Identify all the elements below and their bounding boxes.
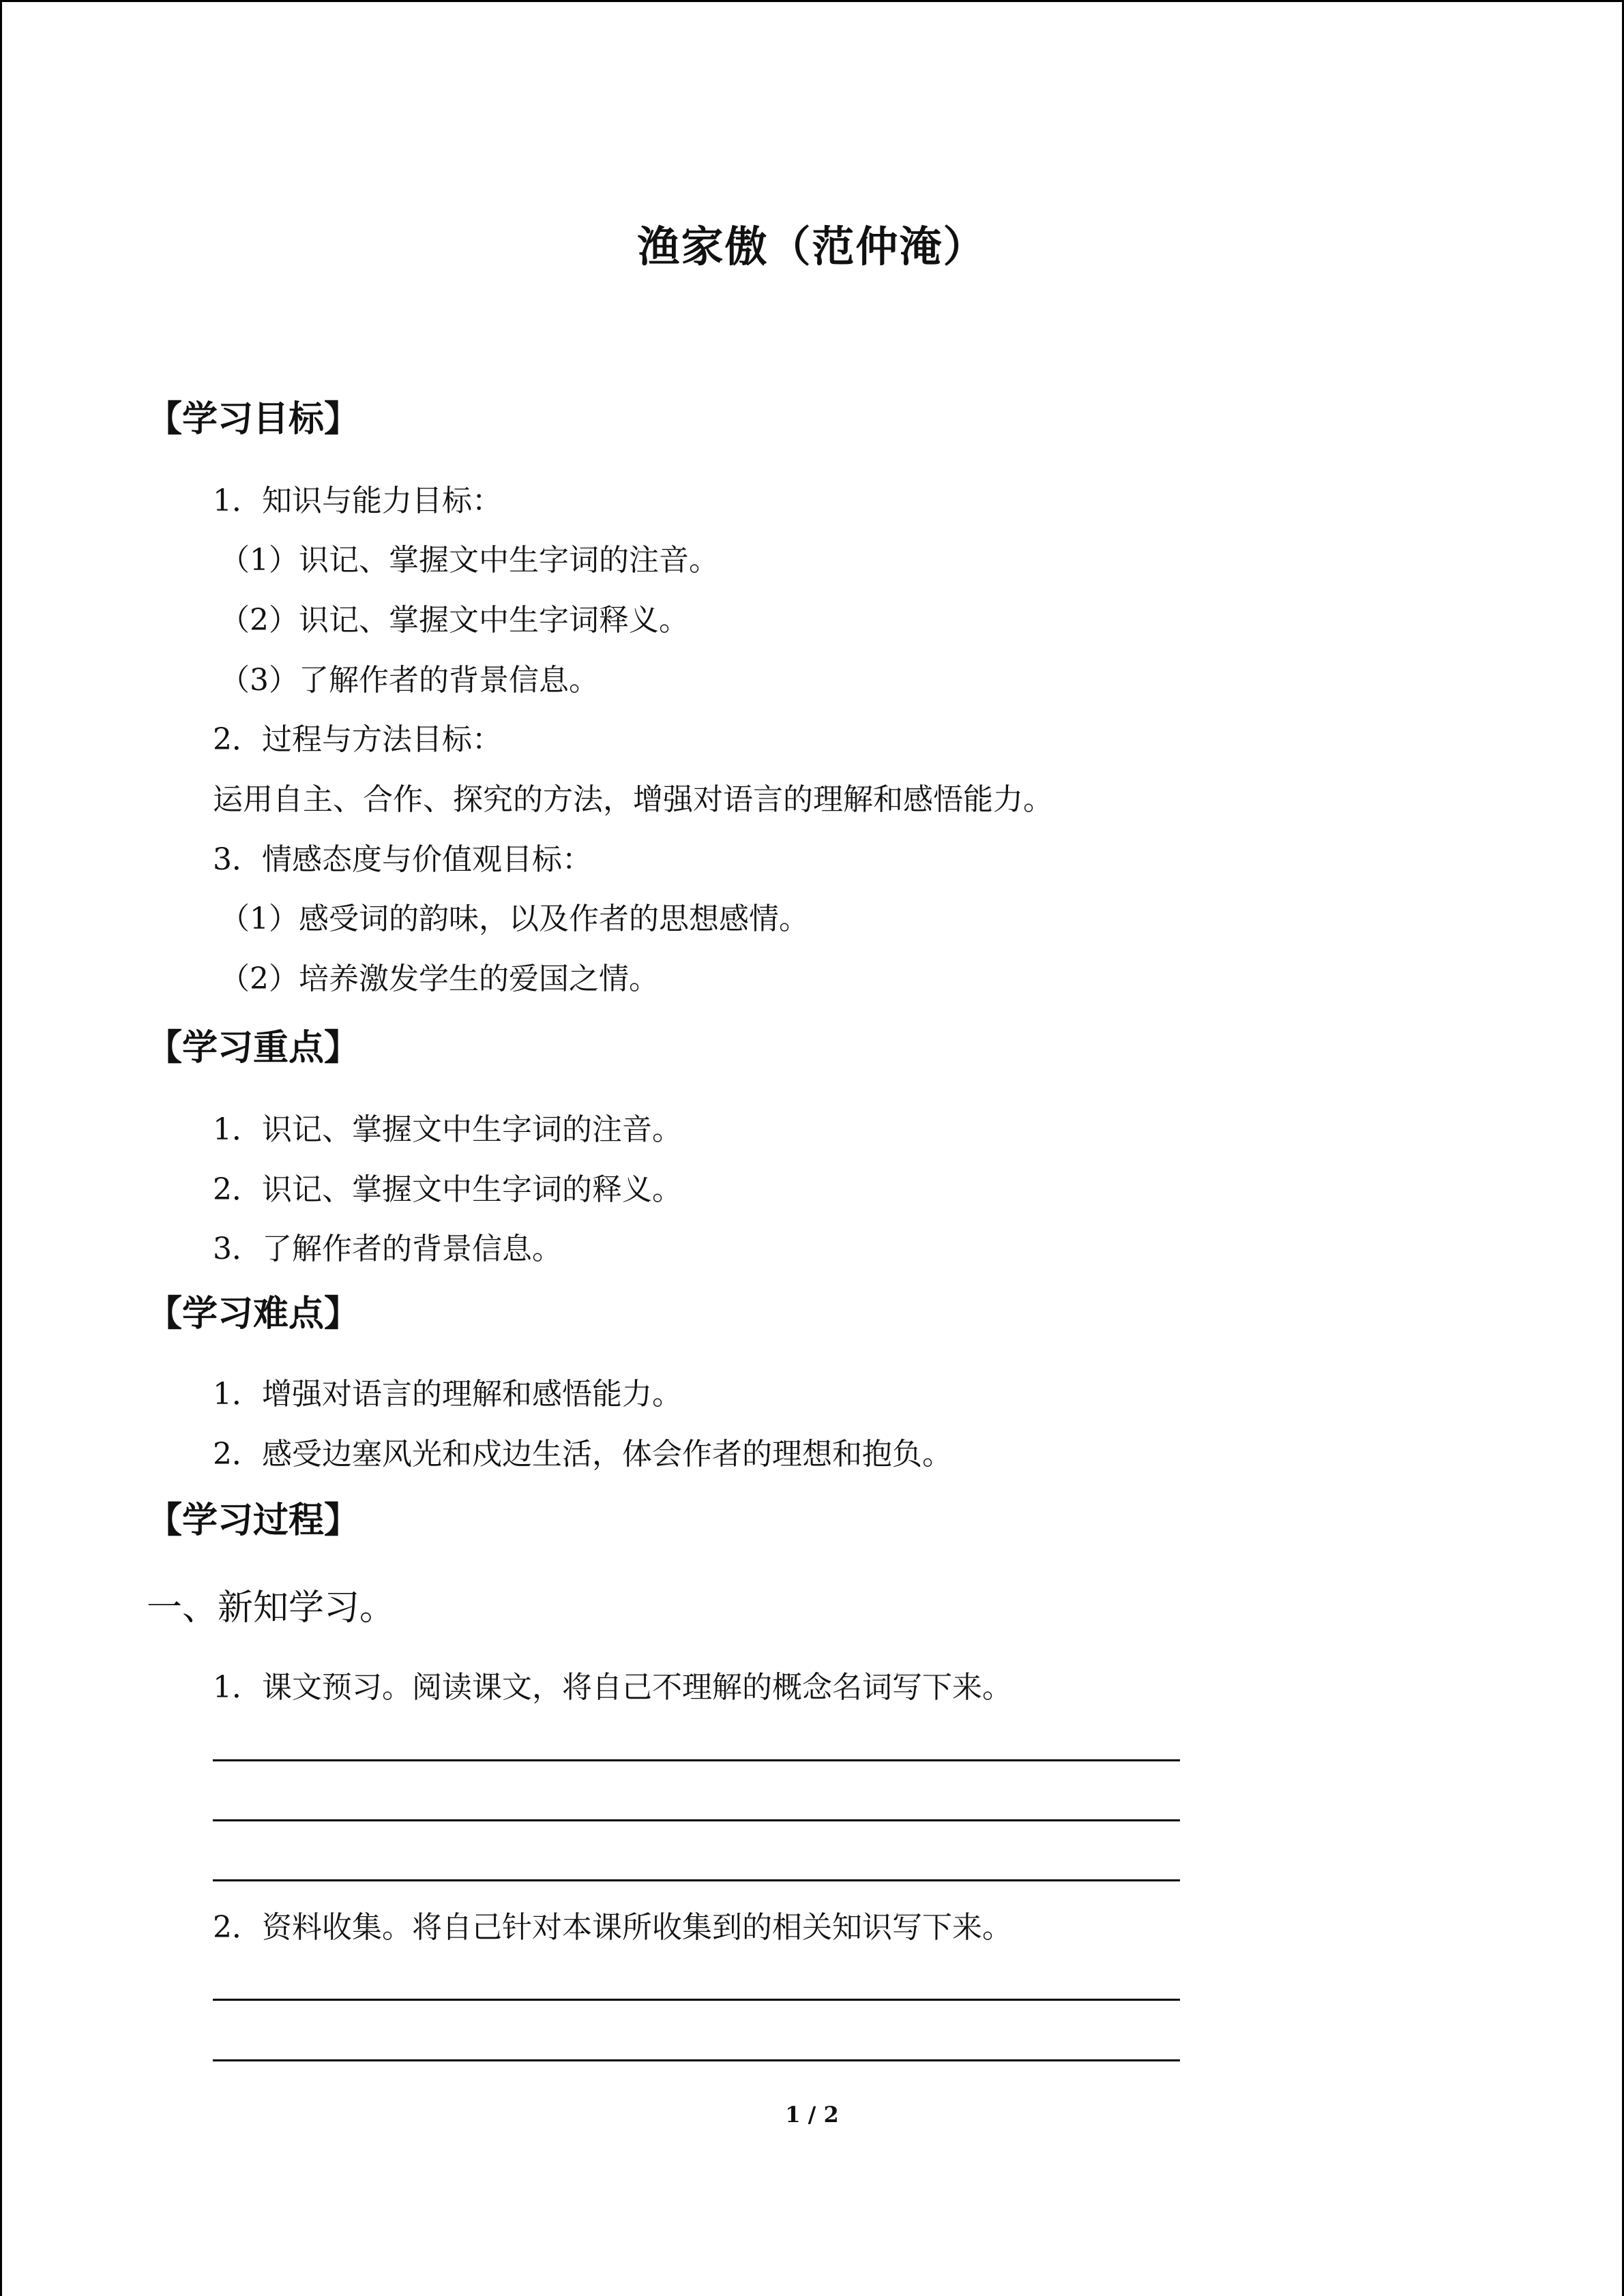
answer-line[interactable] bbox=[213, 2059, 1180, 2061]
answer-line[interactable] bbox=[213, 1759, 1180, 1761]
task-2-prompt: 2．资料收集。将自己针对本课所收集到的相关知识写下来。 bbox=[213, 1910, 1012, 1945]
document-title: 渔家傲（范仲淹） bbox=[637, 222, 987, 271]
section-heading-key-points: 【学习重点】 bbox=[147, 1028, 360, 1069]
goal-line: 2．过程与方法目标： bbox=[213, 722, 502, 757]
section-heading-process: 【学习过程】 bbox=[147, 1500, 360, 1541]
goal-line: （3）了解作者的背景信息。 bbox=[220, 663, 599, 698]
goal-line: 3．情感态度与价值观目标： bbox=[213, 842, 592, 877]
goal-line: 1．知识与能力目标： bbox=[213, 483, 502, 518]
goal-line: 运用自主、合作、探究的方法，增强对语言的理解和感悟能力。 bbox=[213, 782, 1053, 817]
page-number: 1 / 2 bbox=[785, 2102, 839, 2128]
key-point-line: 1．识记、掌握文中生字词的注音。 bbox=[213, 1112, 682, 1147]
goal-line: （2）培养激发学生的爱国之情。 bbox=[220, 961, 659, 996]
answer-line[interactable] bbox=[213, 1819, 1180, 1821]
difficulty-line: 1．增强对语言的理解和感悟能力。 bbox=[213, 1377, 682, 1412]
answer-line[interactable] bbox=[213, 1879, 1180, 1881]
goal-line: （1）识记、掌握文中生字词的注音。 bbox=[220, 543, 719, 578]
goal-line: （1）感受词的韵味，以及作者的思想感情。 bbox=[220, 901, 809, 936]
answer-line[interactable] bbox=[213, 1999, 1180, 2001]
part-one-heading: 一、新知学习。 bbox=[147, 1587, 396, 1628]
goal-line: （2）识记、掌握文中生字词释义。 bbox=[220, 603, 689, 638]
section-heading-difficulties: 【学习难点】 bbox=[147, 1294, 360, 1335]
task-1-prompt: 1．课文预习。阅读课文，将自己不理解的概念名词写下来。 bbox=[213, 1670, 1012, 1705]
key-point-line: 2．识记、掌握文中生字词的释义。 bbox=[213, 1172, 682, 1207]
key-point-line: 3．了解作者的背景信息。 bbox=[213, 1232, 562, 1266]
section-heading-goals: 【学习目标】 bbox=[147, 399, 360, 440]
difficulty-line: 2．感受边塞风光和戍边生活，体会作者的理想和抱负。 bbox=[213, 1437, 952, 1472]
